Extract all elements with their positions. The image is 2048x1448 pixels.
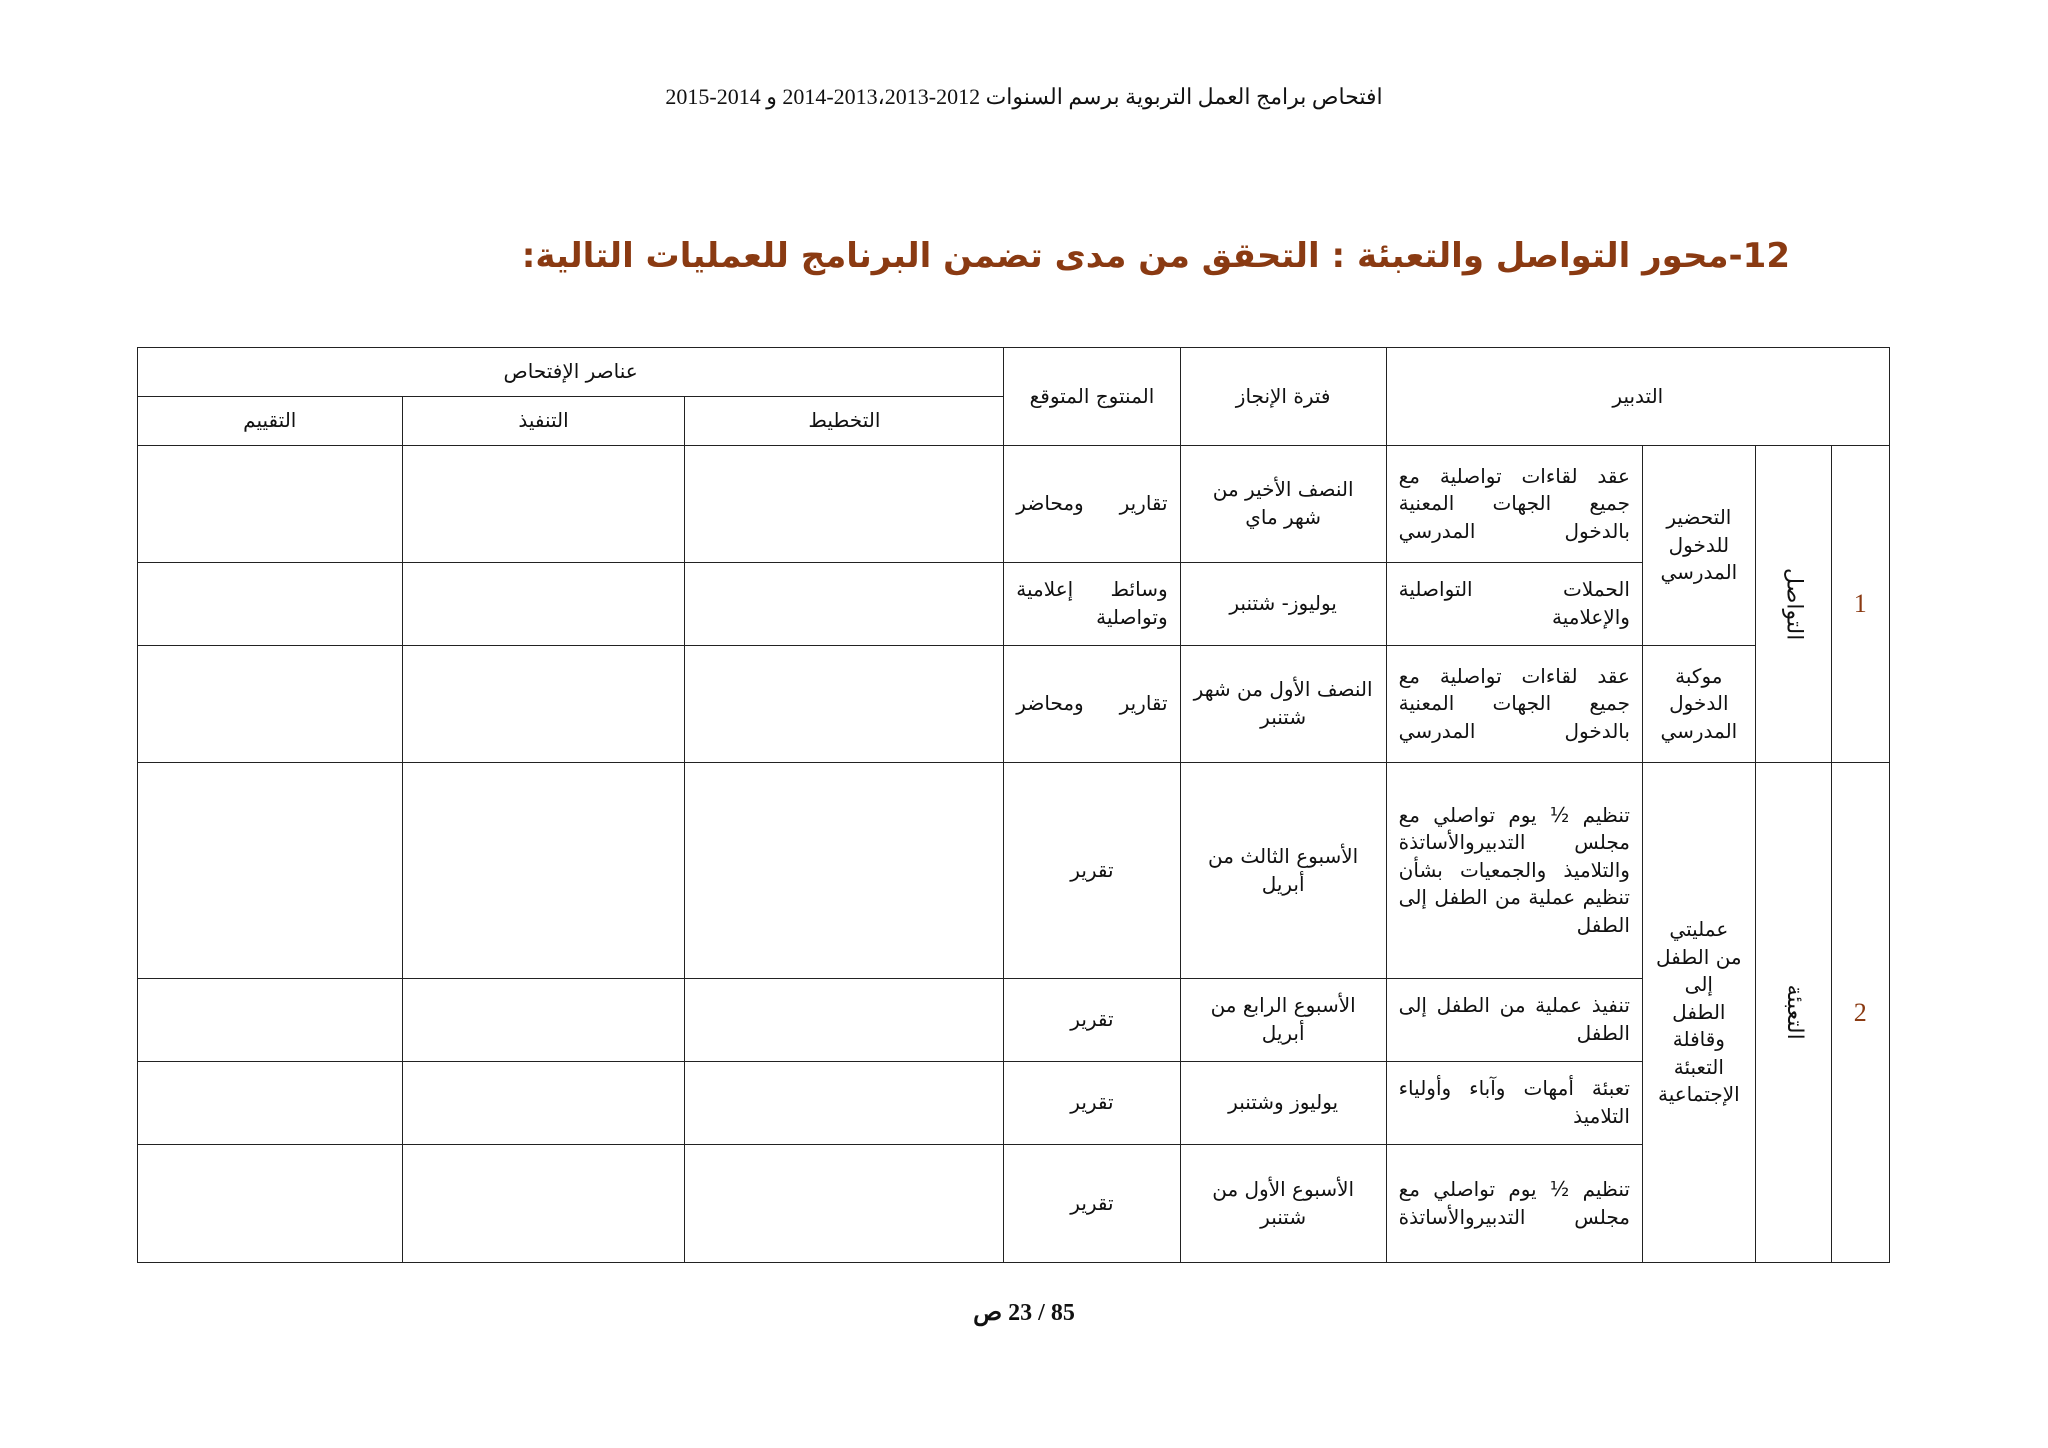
execution-cell <box>402 446 685 563</box>
table-row <box>138 979 1890 1062</box>
product-cell: تقرير <box>1004 979 1180 1062</box>
evaluation-cell <box>138 563 403 646</box>
page-number: 85 / 23 ص <box>973 1300 1075 1326</box>
header-tadbir: التدبير <box>1386 348 1889 446</box>
header-execution: التنفيذ <box>402 397 685 446</box>
execution-cell <box>402 979 685 1062</box>
product-cell: تقرير <box>1004 1145 1180 1263</box>
period-cell: يوليوز- شتنبر <box>1180 563 1386 646</box>
table-row <box>138 1062 1890 1145</box>
product-cell: تقارير ومحاضر <box>1004 446 1180 563</box>
product-cell: وسائط إعلامية وتواصلية <box>1004 563 1180 646</box>
evaluation-cell <box>138 979 403 1062</box>
action-cell: عقد لقاءات تواصلية مع جميع الجهات المعنية بالدخول المدرسي <box>1386 446 1642 563</box>
evaluation-cell <box>138 646 403 763</box>
action-cell: الحملات التواصلية والإعلامية <box>1386 563 1642 646</box>
execution-cell <box>402 563 685 646</box>
header-row <box>138 348 1890 397</box>
execution-cell <box>402 1145 685 1263</box>
action-cell: عقد لقاءات تواصلية مع جميع الجهات المعنية بالدخول المدرسي <box>1386 646 1642 763</box>
planning-cell <box>685 563 1004 646</box>
planning-cell <box>685 979 1004 1062</box>
action-cell: تنظيم ½ يوم تواصلي مع مجلس التدبيروالأساتذة <box>1386 1145 1642 1263</box>
header-evaluation: التقييم <box>138 397 403 446</box>
execution-cell <box>402 1062 685 1145</box>
product-cell: تقرير <box>1004 763 1180 979</box>
action-cell: تنظيم ½ يوم تواصلي مع مجلس التدبيروالأساتذة والتلاميذ والجمعيات بشأن تنظيم عملية من الطفل إلى الطفل <box>1386 763 1642 979</box>
section-title: 12-محور التواصل والتعبئة : التحقق من مدى تضمن البرنامج للعمليات التالية: <box>521 236 1790 276</box>
planning-cell <box>685 446 1004 563</box>
header-planning: التخطيط <box>685 397 1004 446</box>
evaluation-cell <box>138 1145 403 1263</box>
evaluation-cell <box>138 446 403 563</box>
evaluation-cell <box>138 763 403 979</box>
planning-cell <box>685 1062 1004 1145</box>
planning-cell <box>685 1145 1004 1263</box>
period-cell: الأسبوع الأول من شتنبر <box>1180 1145 1386 1263</box>
period-cell: يوليوز وشتنبر <box>1180 1062 1386 1145</box>
axis-label: التواصل <box>1755 446 1831 763</box>
table-row <box>138 1145 1890 1263</box>
axis-label: التعبئة <box>1755 763 1831 1263</box>
period-cell: النصف الأخير من شهر ماي <box>1180 446 1386 563</box>
table-row <box>138 446 1890 563</box>
action-cell: تعبئة أمهات وآباء وأولياء التلاميذ <box>1386 1062 1642 1145</box>
operation-cell: موكبة الدخول المدرسي <box>1642 646 1755 763</box>
group-number: 2 <box>1831 763 1889 1263</box>
page-header: افتحاص برامج العمل التربوية برسم السنوات 2012-2013،2013-2014 و 2014-2015 <box>665 84 1383 109</box>
planning-cell <box>685 763 1004 979</box>
operation-cell: عمليتي من الطفل إلى الطفل وقافلة التعبئة الإجتماعية <box>1642 763 1755 1263</box>
period-cell: الأسبوع الرابع من أبريل <box>1180 979 1386 1062</box>
header-period: فترة الإنجاز <box>1180 348 1386 446</box>
planning-cell <box>685 646 1004 763</box>
period-cell: النصف الأول من شهر شتنبر <box>1180 646 1386 763</box>
table-row <box>138 646 1890 763</box>
action-cell: تنفيذ عملية من الطفل إلى الطفل <box>1386 979 1642 1062</box>
product-cell: تقرير <box>1004 1062 1180 1145</box>
table-row <box>138 763 1890 979</box>
audit-table <box>137 347 1890 1263</box>
header-audit-elements: عناصر الإفتحاص <box>138 348 1004 397</box>
operation-cell: التحضير للدخول المدرسي <box>1642 446 1755 646</box>
execution-cell <box>402 646 685 763</box>
execution-cell <box>402 763 685 979</box>
table-row <box>138 563 1890 646</box>
group-number: 1 <box>1831 446 1889 763</box>
period-cell: الأسبوع الثالث من أبريل <box>1180 763 1386 979</box>
evaluation-cell <box>138 1062 403 1145</box>
product-cell: تقارير ومحاضر <box>1004 646 1180 763</box>
header-product: المنتوج المتوقع <box>1004 348 1180 446</box>
